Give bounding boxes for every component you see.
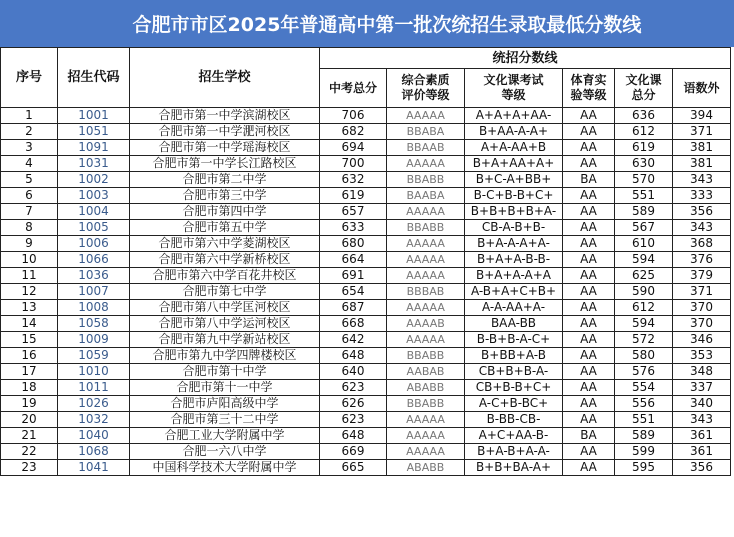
- cell-code: 1006: [58, 236, 130, 252]
- cell-culture: A+A-AA+B: [465, 140, 563, 156]
- cell-culture-total: 567: [615, 220, 673, 236]
- header-pe: 体育实 验等级: [563, 69, 615, 108]
- cell-school: 合肥市第九中学新站校区: [130, 332, 320, 348]
- cell-quality: BBAAB: [387, 140, 465, 156]
- cell-total: 623: [320, 380, 387, 396]
- cell-non-chinese: 370: [673, 300, 731, 316]
- cell-pe: BA: [563, 172, 615, 188]
- cell-code: 1010: [58, 364, 130, 380]
- cell-seq: 17: [1, 364, 58, 380]
- cell-culture: CB-A-B+B-: [465, 220, 563, 236]
- cell-school: 合肥市庐阳高级中学: [130, 396, 320, 412]
- cell-culture-total: 594: [615, 252, 673, 268]
- header-total: 中考总分: [320, 69, 387, 108]
- table-row: [1, 316, 731, 332]
- cell-school: 合肥市第四中学: [130, 204, 320, 220]
- cell-non-chinese: 356: [673, 460, 731, 476]
- cell-culture-total: 551: [615, 188, 673, 204]
- cell-school: 合肥市第六中学菱湖校区: [130, 236, 320, 252]
- cell-quality: AAAAA: [387, 428, 465, 444]
- table-row: [1, 444, 731, 460]
- cell-pe: AA: [563, 108, 615, 124]
- cell-code: 1005: [58, 220, 130, 236]
- cell-code: 1036: [58, 268, 130, 284]
- cell-quality: BBBAB: [387, 284, 465, 300]
- header-quality: 综合素质 评价等级: [387, 69, 465, 108]
- cell-culture: B+A+AA+A+: [465, 156, 563, 172]
- cell-culture: BAA-BB: [465, 316, 563, 332]
- cell-non-chinese: 356: [673, 204, 731, 220]
- cell-total: 694: [320, 140, 387, 156]
- cell-pe: AA: [563, 268, 615, 284]
- cell-culture-total: 556: [615, 396, 673, 412]
- cell-pe: AA: [563, 204, 615, 220]
- cell-quality: AABAB: [387, 364, 465, 380]
- cell-quality: BBABB: [387, 220, 465, 236]
- header-code: 招生代码: [58, 48, 130, 108]
- cell-quality: BBABA: [387, 124, 465, 140]
- cell-quality: AAAAA: [387, 332, 465, 348]
- cell-total: 623: [320, 412, 387, 428]
- cell-seq: 9: [1, 236, 58, 252]
- cell-total: 680: [320, 236, 387, 252]
- cell-pe: AA: [563, 124, 615, 140]
- cell-code: 1004: [58, 204, 130, 220]
- cell-culture: CB+B-B+C+: [465, 380, 563, 396]
- cell-school: 合肥市第七中学: [130, 284, 320, 300]
- cell-quality: AAAAA: [387, 412, 465, 428]
- cell-culture-total: 580: [615, 348, 673, 364]
- table-row: [1, 348, 731, 364]
- cell-culture-total: 630: [615, 156, 673, 172]
- cell-quality: AAAAA: [387, 300, 465, 316]
- cell-quality: AAAAB: [387, 316, 465, 332]
- header-non-chinese: 语数外: [673, 69, 731, 108]
- table-row: [1, 172, 731, 188]
- cell-culture: B+A+A-A+A: [465, 268, 563, 284]
- cell-culture-total: 589: [615, 428, 673, 444]
- cell-culture-total: 625: [615, 268, 673, 284]
- cell-non-chinese: 337: [673, 380, 731, 396]
- cell-pe: AA: [563, 156, 615, 172]
- cell-school: 合肥市第十一中学: [130, 380, 320, 396]
- cell-culture: B+A-B+A-A-: [465, 444, 563, 460]
- cell-non-chinese: 343: [673, 172, 731, 188]
- cell-code: 1002: [58, 172, 130, 188]
- cell-culture-total: 636: [615, 108, 673, 124]
- cell-culture: B+BB+A-B: [465, 348, 563, 364]
- cell-total: 632: [320, 172, 387, 188]
- cell-school: 合肥市第三中学: [130, 188, 320, 204]
- cell-pe: AA: [563, 140, 615, 156]
- cell-non-chinese: 381: [673, 156, 731, 172]
- cell-code: 1040: [58, 428, 130, 444]
- cell-total: 654: [320, 284, 387, 300]
- cell-non-chinese: 348: [673, 364, 731, 380]
- cell-quality: AAAAA: [387, 444, 465, 460]
- cell-school: 合肥市第三十二中学: [130, 412, 320, 428]
- cell-code: 1091: [58, 140, 130, 156]
- table-row: [1, 140, 731, 156]
- cell-culture-total: 612: [615, 124, 673, 140]
- cell-school: 合肥市第一中学长江路校区: [130, 156, 320, 172]
- cell-code: 1059: [58, 348, 130, 364]
- cell-quality: AAAAA: [387, 204, 465, 220]
- cell-code: 1003: [58, 188, 130, 204]
- cell-total: 668: [320, 316, 387, 332]
- cell-non-chinese: 376: [673, 252, 731, 268]
- cell-culture-total: 551: [615, 412, 673, 428]
- cell-pe: AA: [563, 348, 615, 364]
- cell-pe: AA: [563, 396, 615, 412]
- cell-pe: AA: [563, 236, 615, 252]
- table-row: [1, 364, 731, 380]
- cell-code: 1031: [58, 156, 130, 172]
- cell-total: 642: [320, 332, 387, 348]
- table-row: [1, 108, 731, 124]
- table-row: [1, 220, 731, 236]
- cell-culture: A-C+B-BC+: [465, 396, 563, 412]
- cell-culture-total: 590: [615, 284, 673, 300]
- cell-school: 合肥市第九中学四牌楼校区: [130, 348, 320, 364]
- cell-culture: A+A+A+AA-: [465, 108, 563, 124]
- table-row: [1, 204, 731, 220]
- cell-culture: CB+B+B-A-: [465, 364, 563, 380]
- cell-culture: B+B+BA-A+: [465, 460, 563, 476]
- cell-pe: AA: [563, 364, 615, 380]
- cell-quality: BBABB: [387, 396, 465, 412]
- cell-non-chinese: 340: [673, 396, 731, 412]
- cell-non-chinese: 343: [673, 412, 731, 428]
- cell-seq: 7: [1, 204, 58, 220]
- cell-culture-total: 589: [615, 204, 673, 220]
- cell-seq: 20: [1, 412, 58, 428]
- cell-pe: BA: [563, 428, 615, 444]
- cell-culture-total: 599: [615, 444, 673, 460]
- cell-seq: 5: [1, 172, 58, 188]
- cell-school: 合肥市第一中学淝河校区: [130, 124, 320, 140]
- cell-total: 706: [320, 108, 387, 124]
- cell-total: 633: [320, 220, 387, 236]
- cell-pe: AA: [563, 300, 615, 316]
- cell-seq: 16: [1, 348, 58, 364]
- table-row: [1, 460, 731, 476]
- cell-non-chinese: 371: [673, 124, 731, 140]
- cell-culture-total: 594: [615, 316, 673, 332]
- cell-total: 664: [320, 252, 387, 268]
- cell-code: 1032: [58, 412, 130, 428]
- cell-school: 合肥市第八中学匡河校区: [130, 300, 320, 316]
- cell-non-chinese: 368: [673, 236, 731, 252]
- table-row: [1, 268, 731, 284]
- header-school: 招生学校: [130, 48, 320, 108]
- cell-total: 626: [320, 396, 387, 412]
- cell-seq: 6: [1, 188, 58, 204]
- cell-culture-total: 570: [615, 172, 673, 188]
- cell-seq: 23: [1, 460, 58, 476]
- cell-total: 657: [320, 204, 387, 220]
- cell-school: 合肥市第二中学: [130, 172, 320, 188]
- cell-non-chinese: 371: [673, 284, 731, 300]
- table-row: [1, 412, 731, 428]
- cell-pe: AA: [563, 332, 615, 348]
- header-group: 统招分数线: [320, 48, 731, 69]
- cell-quality: ABABB: [387, 380, 465, 396]
- cell-seq: 13: [1, 300, 58, 316]
- cell-school: 合肥市第一中学滨湖校区: [130, 108, 320, 124]
- header-seq: 序号: [1, 48, 58, 108]
- cell-code: 1008: [58, 300, 130, 316]
- cell-culture-total: 595: [615, 460, 673, 476]
- cell-quality: AAAAA: [387, 236, 465, 252]
- cell-seq: 21: [1, 428, 58, 444]
- cell-quality: AAAAA: [387, 108, 465, 124]
- cell-seq: 3: [1, 140, 58, 156]
- table-row: [1, 156, 731, 172]
- cell-quality: AAAAA: [387, 156, 465, 172]
- table-row: [1, 332, 731, 348]
- cell-total: 665: [320, 460, 387, 476]
- cell-quality: AAAAA: [387, 252, 465, 268]
- cell-code: 1066: [58, 252, 130, 268]
- cell-code: 1051: [58, 124, 130, 140]
- cell-non-chinese: 361: [673, 444, 731, 460]
- cell-total: 648: [320, 428, 387, 444]
- cell-culture-total: 576: [615, 364, 673, 380]
- cell-culture: B-B+B-A-C+: [465, 332, 563, 348]
- cell-seq: 8: [1, 220, 58, 236]
- cell-seq: 10: [1, 252, 58, 268]
- cell-code: 1011: [58, 380, 130, 396]
- cell-quality: ABABB: [387, 460, 465, 476]
- cell-culture: B-BB-CB-: [465, 412, 563, 428]
- header-culture: 文化课考试 等级: [465, 69, 563, 108]
- cell-non-chinese: 361: [673, 428, 731, 444]
- cell-non-chinese: 379: [673, 268, 731, 284]
- cell-school: 合肥工业大学附属中学: [130, 428, 320, 444]
- cell-culture: A-B+A+C+B+: [465, 284, 563, 300]
- table-row: [1, 236, 731, 252]
- cell-pe: AA: [563, 412, 615, 428]
- cell-pe: AA: [563, 284, 615, 300]
- cell-culture: B+AA-A-A+: [465, 124, 563, 140]
- cell-pe: AA: [563, 220, 615, 236]
- cell-school: 合肥市第五中学: [130, 220, 320, 236]
- cell-code: 1068: [58, 444, 130, 460]
- cell-culture: B+C-A+BB+: [465, 172, 563, 188]
- cell-code: 1009: [58, 332, 130, 348]
- cell-code: 1041: [58, 460, 130, 476]
- cell-school: 合肥市第六中学新桥校区: [130, 252, 320, 268]
- cell-pe: AA: [563, 316, 615, 332]
- cell-quality: BBABB: [387, 348, 465, 364]
- cell-pe: AA: [563, 188, 615, 204]
- cell-quality: AAAAA: [387, 268, 465, 284]
- cell-non-chinese: 343: [673, 220, 731, 236]
- cell-non-chinese: 370: [673, 316, 731, 332]
- header-culture-total: 文化课 总分: [615, 69, 673, 108]
- table-row: [1, 428, 731, 444]
- cell-total: 669: [320, 444, 387, 460]
- table-row: [1, 300, 731, 316]
- table-row: [1, 380, 731, 396]
- page-title: 合肥市市区2025年普通高中第一批次统招生录取最低分数线: [0, 0, 734, 47]
- cell-total: 687: [320, 300, 387, 316]
- cell-code: 1001: [58, 108, 130, 124]
- cell-seq: 1: [1, 108, 58, 124]
- cell-culture-total: 554: [615, 380, 673, 396]
- cell-culture-total: 612: [615, 300, 673, 316]
- cell-pe: AA: [563, 380, 615, 396]
- cell-culture-total: 572: [615, 332, 673, 348]
- score-table: [0, 47, 731, 476]
- cell-non-chinese: 346: [673, 332, 731, 348]
- cell-total: 691: [320, 268, 387, 284]
- cell-total: 648: [320, 348, 387, 364]
- cell-code: 1026: [58, 396, 130, 412]
- cell-total: 640: [320, 364, 387, 380]
- table-row: [1, 252, 731, 268]
- table-row: [1, 124, 731, 140]
- cell-non-chinese: 353: [673, 348, 731, 364]
- cell-non-chinese: 381: [673, 140, 731, 156]
- cell-seq: 4: [1, 156, 58, 172]
- cell-school: 合肥市第八中学运河校区: [130, 316, 320, 332]
- cell-culture: B-C+B-B+C+: [465, 188, 563, 204]
- cell-seq: 15: [1, 332, 58, 348]
- cell-school: 合肥市第一中学瑶海校区: [130, 140, 320, 156]
- cell-non-chinese: 333: [673, 188, 731, 204]
- cell-code: 1007: [58, 284, 130, 300]
- cell-seq: 22: [1, 444, 58, 460]
- cell-culture: A-A-AA+A-: [465, 300, 563, 316]
- cell-seq: 11: [1, 268, 58, 284]
- cell-pe: AA: [563, 460, 615, 476]
- cell-seq: 19: [1, 396, 58, 412]
- cell-total: 700: [320, 156, 387, 172]
- cell-seq: 18: [1, 380, 58, 396]
- cell-culture: B+A-A-A+A-: [465, 236, 563, 252]
- cell-code: 1058: [58, 316, 130, 332]
- cell-total: 619: [320, 188, 387, 204]
- cell-pe: AA: [563, 444, 615, 460]
- cell-quality: BAABA: [387, 188, 465, 204]
- cell-total: 682: [320, 124, 387, 140]
- cell-seq: 12: [1, 284, 58, 300]
- cell-school: 中国科学技术大学附属中学: [130, 460, 320, 476]
- cell-culture: B+B+B+B+A-: [465, 204, 563, 220]
- cell-culture-total: 619: [615, 140, 673, 156]
- cell-seq: 14: [1, 316, 58, 332]
- cell-school: 合肥市第六中学百花井校区: [130, 268, 320, 284]
- cell-culture: A+C+AA-B-: [465, 428, 563, 444]
- cell-culture-total: 610: [615, 236, 673, 252]
- cell-pe: AA: [563, 252, 615, 268]
- cell-school: 合肥一六八中学: [130, 444, 320, 460]
- table-row: [1, 396, 731, 412]
- cell-non-chinese: 394: [673, 108, 731, 124]
- cell-school: 合肥市第十中学: [130, 364, 320, 380]
- cell-quality: BBABB: [387, 172, 465, 188]
- table-row: [1, 284, 731, 300]
- table-row: [1, 188, 731, 204]
- cell-culture: B+A+A-B-B-: [465, 252, 563, 268]
- cell-seq: 2: [1, 124, 58, 140]
